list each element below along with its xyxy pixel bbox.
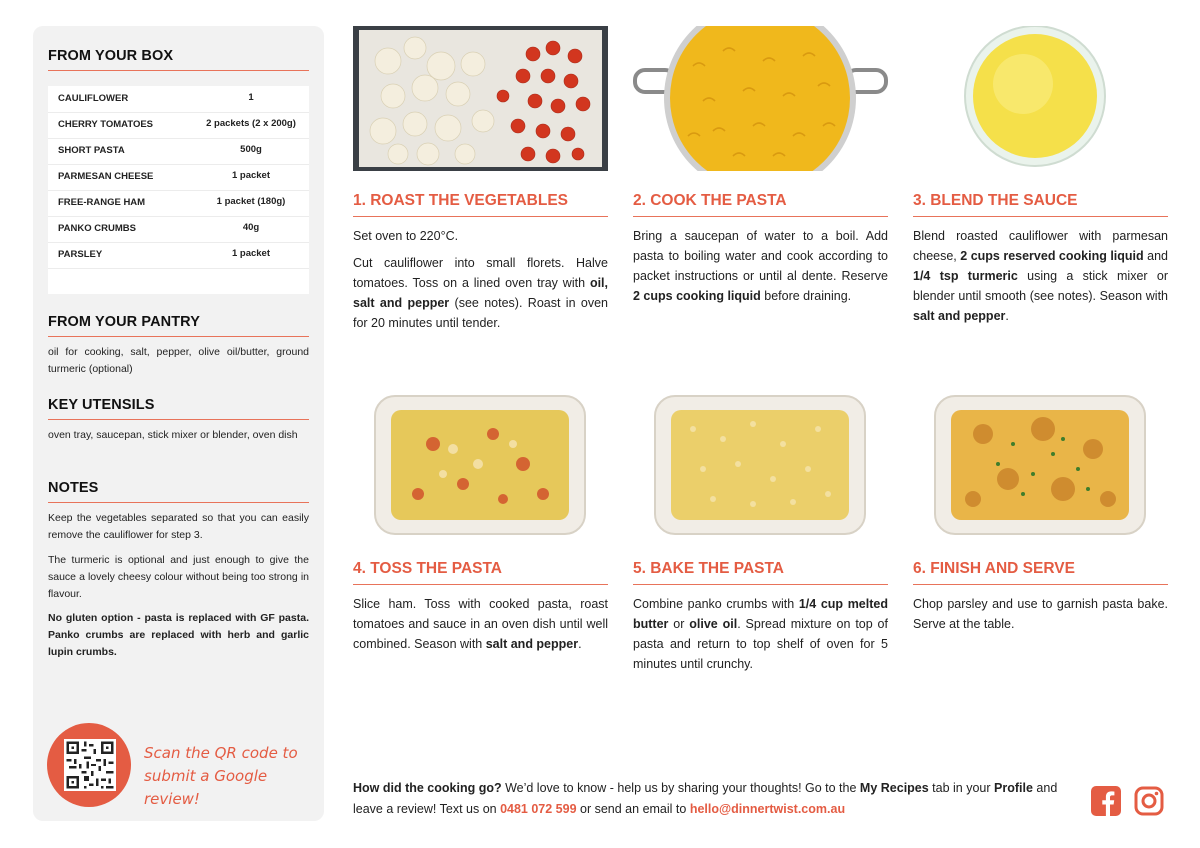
utensils-heading: KEY UTENSILS — [48, 397, 155, 413]
body-text: and — [1143, 249, 1168, 263]
step-6-title: 6. FINISH AND SERVE — [913, 560, 1075, 577]
utensils-text: oven tray, saucepan, stick mixer or blender, oven dish — [48, 429, 298, 441]
ingredient-row — [48, 216, 309, 243]
body-text: Cut cauliflower into small florets. Halve tomatoes. Toss on a lined oven tray with — [353, 256, 608, 290]
ingredient-quantity: 2 packets (2 x 200g) — [206, 118, 296, 129]
pantry-text: oil for cooking, salt, pepper, olive oil/butter, ground turmeric (optional) — [48, 346, 309, 375]
divider — [913, 584, 1168, 585]
ingredient-name: CHERRY TOMATOES — [58, 119, 154, 130]
step-1-body — [353, 226, 608, 340]
ingredient-row — [48, 86, 309, 113]
step-6 — [913, 394, 1168, 694]
divider — [353, 216, 608, 217]
bold-text: oil, salt and pepper — [353, 276, 608, 310]
divider — [633, 584, 888, 585]
highlight-text[interactable]: 0481 072 599 — [500, 802, 577, 816]
divider — [353, 584, 608, 585]
step-paragraph — [353, 594, 608, 654]
step-1-photo-roast-tray — [353, 26, 608, 171]
notes-heading: NOTES — [48, 480, 99, 496]
pantry-heading: FROM YOUR PANTRY — [48, 314, 200, 330]
step-5 — [633, 394, 888, 694]
body-text: or — [668, 617, 690, 631]
body-text: . — [578, 637, 582, 651]
ingredient-quantity: 1 packet — [231, 170, 271, 181]
qr-badge[interactable] — [47, 723, 131, 807]
instagram-icon[interactable] — [1134, 786, 1164, 816]
step-paragraph — [913, 594, 1168, 634]
note-3-gluten-free: No gluten option - pasta is replaced with GF pasta. Panko crumbs are replaced with herb and garlic lupin crumbs. — [48, 612, 309, 658]
ingredient-name: SHORT PASTA — [58, 145, 125, 156]
divider — [48, 70, 309, 71]
ingredient-name: PARMESAN CHEESE — [58, 171, 154, 182]
step-2-photo-saucepan — [633, 26, 888, 171]
divider — [48, 336, 309, 337]
ingredient-row — [48, 112, 309, 139]
step-4-body — [353, 594, 608, 661]
facebook-icon[interactable] — [1091, 786, 1121, 816]
step-paragraph — [633, 594, 888, 674]
body-text: Set oven to 220°C. — [353, 229, 459, 243]
step-paragraph — [353, 226, 608, 246]
step-3-photo-sauce-bowl — [913, 26, 1168, 171]
body-text: (see notes). Roast in oven for 20 minutes until tender. — [353, 296, 608, 330]
bold-text: salt and pepper — [485, 637, 579, 651]
step-5-body — [633, 594, 888, 681]
body-text: or send an email to — [576, 802, 690, 816]
qr-code-icon[interactable] — [64, 739, 116, 791]
step-4-photo-tossed-pasta — [353, 394, 608, 539]
ingredient-quantity: 500g — [240, 144, 262, 155]
ingredients-sidebar — [33, 26, 324, 821]
ingredient-quantity: 1 packet (180g) — [216, 196, 286, 207]
step-5-title: 5. BAKE THE PASTA — [633, 560, 784, 577]
qr-caption — [144, 742, 319, 811]
bold-text: 1/4 tsp turmeric — [913, 269, 1018, 283]
step-paragraph — [913, 226, 1168, 326]
ingredient-name: CAULIFLOWER — [58, 93, 129, 104]
bold-text: Profile — [994, 781, 1033, 795]
ingredient-row — [48, 138, 309, 165]
ingredient-quantity: 40g — [242, 222, 260, 233]
divider — [913, 216, 1168, 217]
ingredient-quantity: 1 packet — [231, 248, 271, 259]
body-text: Chop parsley and use to garnish pasta bake. Serve at the table. — [913, 597, 1168, 631]
step-3-body — [913, 226, 1168, 333]
step-2-title: 2. COOK THE PASTA — [633, 192, 787, 209]
bold-text: 2 cups reserved cooking liquid — [960, 249, 1144, 263]
bold-text: 2 cups cooking liquid — [633, 289, 761, 303]
step-2-body — [633, 226, 888, 313]
body-text: and leave a review! Text us on — [353, 781, 1058, 816]
body-text: Combine panko crumbs with — [633, 597, 799, 611]
qr-caption-line-2: submit a Google review! — [144, 767, 268, 808]
step-paragraph — [633, 226, 888, 306]
bold-text: My Recipes — [859, 781, 929, 795]
step-1-title: 1. ROAST THE VEGETABLES — [353, 192, 569, 209]
bold-text: How did the cooking go? — [353, 781, 502, 795]
body-text: tab in your — [928, 781, 995, 795]
body-text: . — [1005, 309, 1009, 323]
step-3-title: 3. BLEND THE SAUCE — [913, 192, 1078, 209]
bold-text: salt and pepper — [913, 309, 1006, 323]
step-paragraph — [353, 253, 608, 333]
step-2 — [633, 26, 888, 366]
step-6-photo-finished-bake — [913, 394, 1168, 539]
ingredient-name: FREE-RANGE HAM — [58, 197, 146, 208]
bold-text: 1/4 cup melted butter — [633, 597, 888, 631]
body-text: before draining. — [760, 289, 852, 303]
ingredient-name: PANKO CRUMBS — [58, 223, 136, 234]
ingredients-table — [48, 86, 309, 294]
divider — [633, 216, 888, 217]
body-text: using a stick mixer or blender until smooth (see notes). Season with — [913, 269, 1169, 303]
body-text: Slice ham. Toss with cooked pasta, roast tomatoes and sauce in an oven dish until well combined. Season with — [353, 597, 608, 651]
step-4-title: 4. TOSS THE PASTA — [353, 560, 502, 577]
note-2: The turmeric is optional and just enough to give the sauce a lovely cheesy colour without being too strong in flavour. — [48, 554, 309, 600]
step-1 — [353, 26, 608, 366]
ingredient-name: PARSLEY — [58, 249, 103, 260]
divider — [48, 419, 309, 420]
step-3 — [913, 26, 1168, 366]
step-4 — [353, 394, 608, 694]
bold-text: olive oil — [689, 617, 738, 631]
ingredient-row — [48, 164, 309, 191]
step-6-body — [913, 594, 1168, 641]
qr-caption-line-1: Scan the QR code to — [144, 744, 298, 762]
ingredient-row — [48, 190, 309, 217]
body-text: . Spread mixture on top of pasta and return to top shelf of oven for 5 minutes until crunchy. — [633, 617, 888, 671]
body-text: Bring a saucepan of water to a boil. Add pasta to boiling water and cook according to packet instructions or until al dente. Reserve — [633, 229, 888, 283]
step-5-photo-crumb-topped-pasta — [633, 394, 888, 539]
ingredient-row — [48, 242, 309, 269]
ingredient-quantity: 1 — [248, 92, 254, 103]
divider — [48, 502, 309, 503]
body-text: Blend roasted cauliflower with parmesan cheese, — [913, 229, 1168, 263]
highlight-text[interactable]: hello@dinnertwist.com.au — [689, 802, 846, 816]
body-text: We’d love to know - help us by sharing your thoughts! Go to the — [501, 781, 860, 795]
review-footer — [353, 778, 1068, 820]
note-1: Keep the vegetables separated so that you can easily remove the cauliflower for step 3. — [48, 512, 309, 541]
box-heading: FROM YOUR BOX — [48, 48, 174, 64]
